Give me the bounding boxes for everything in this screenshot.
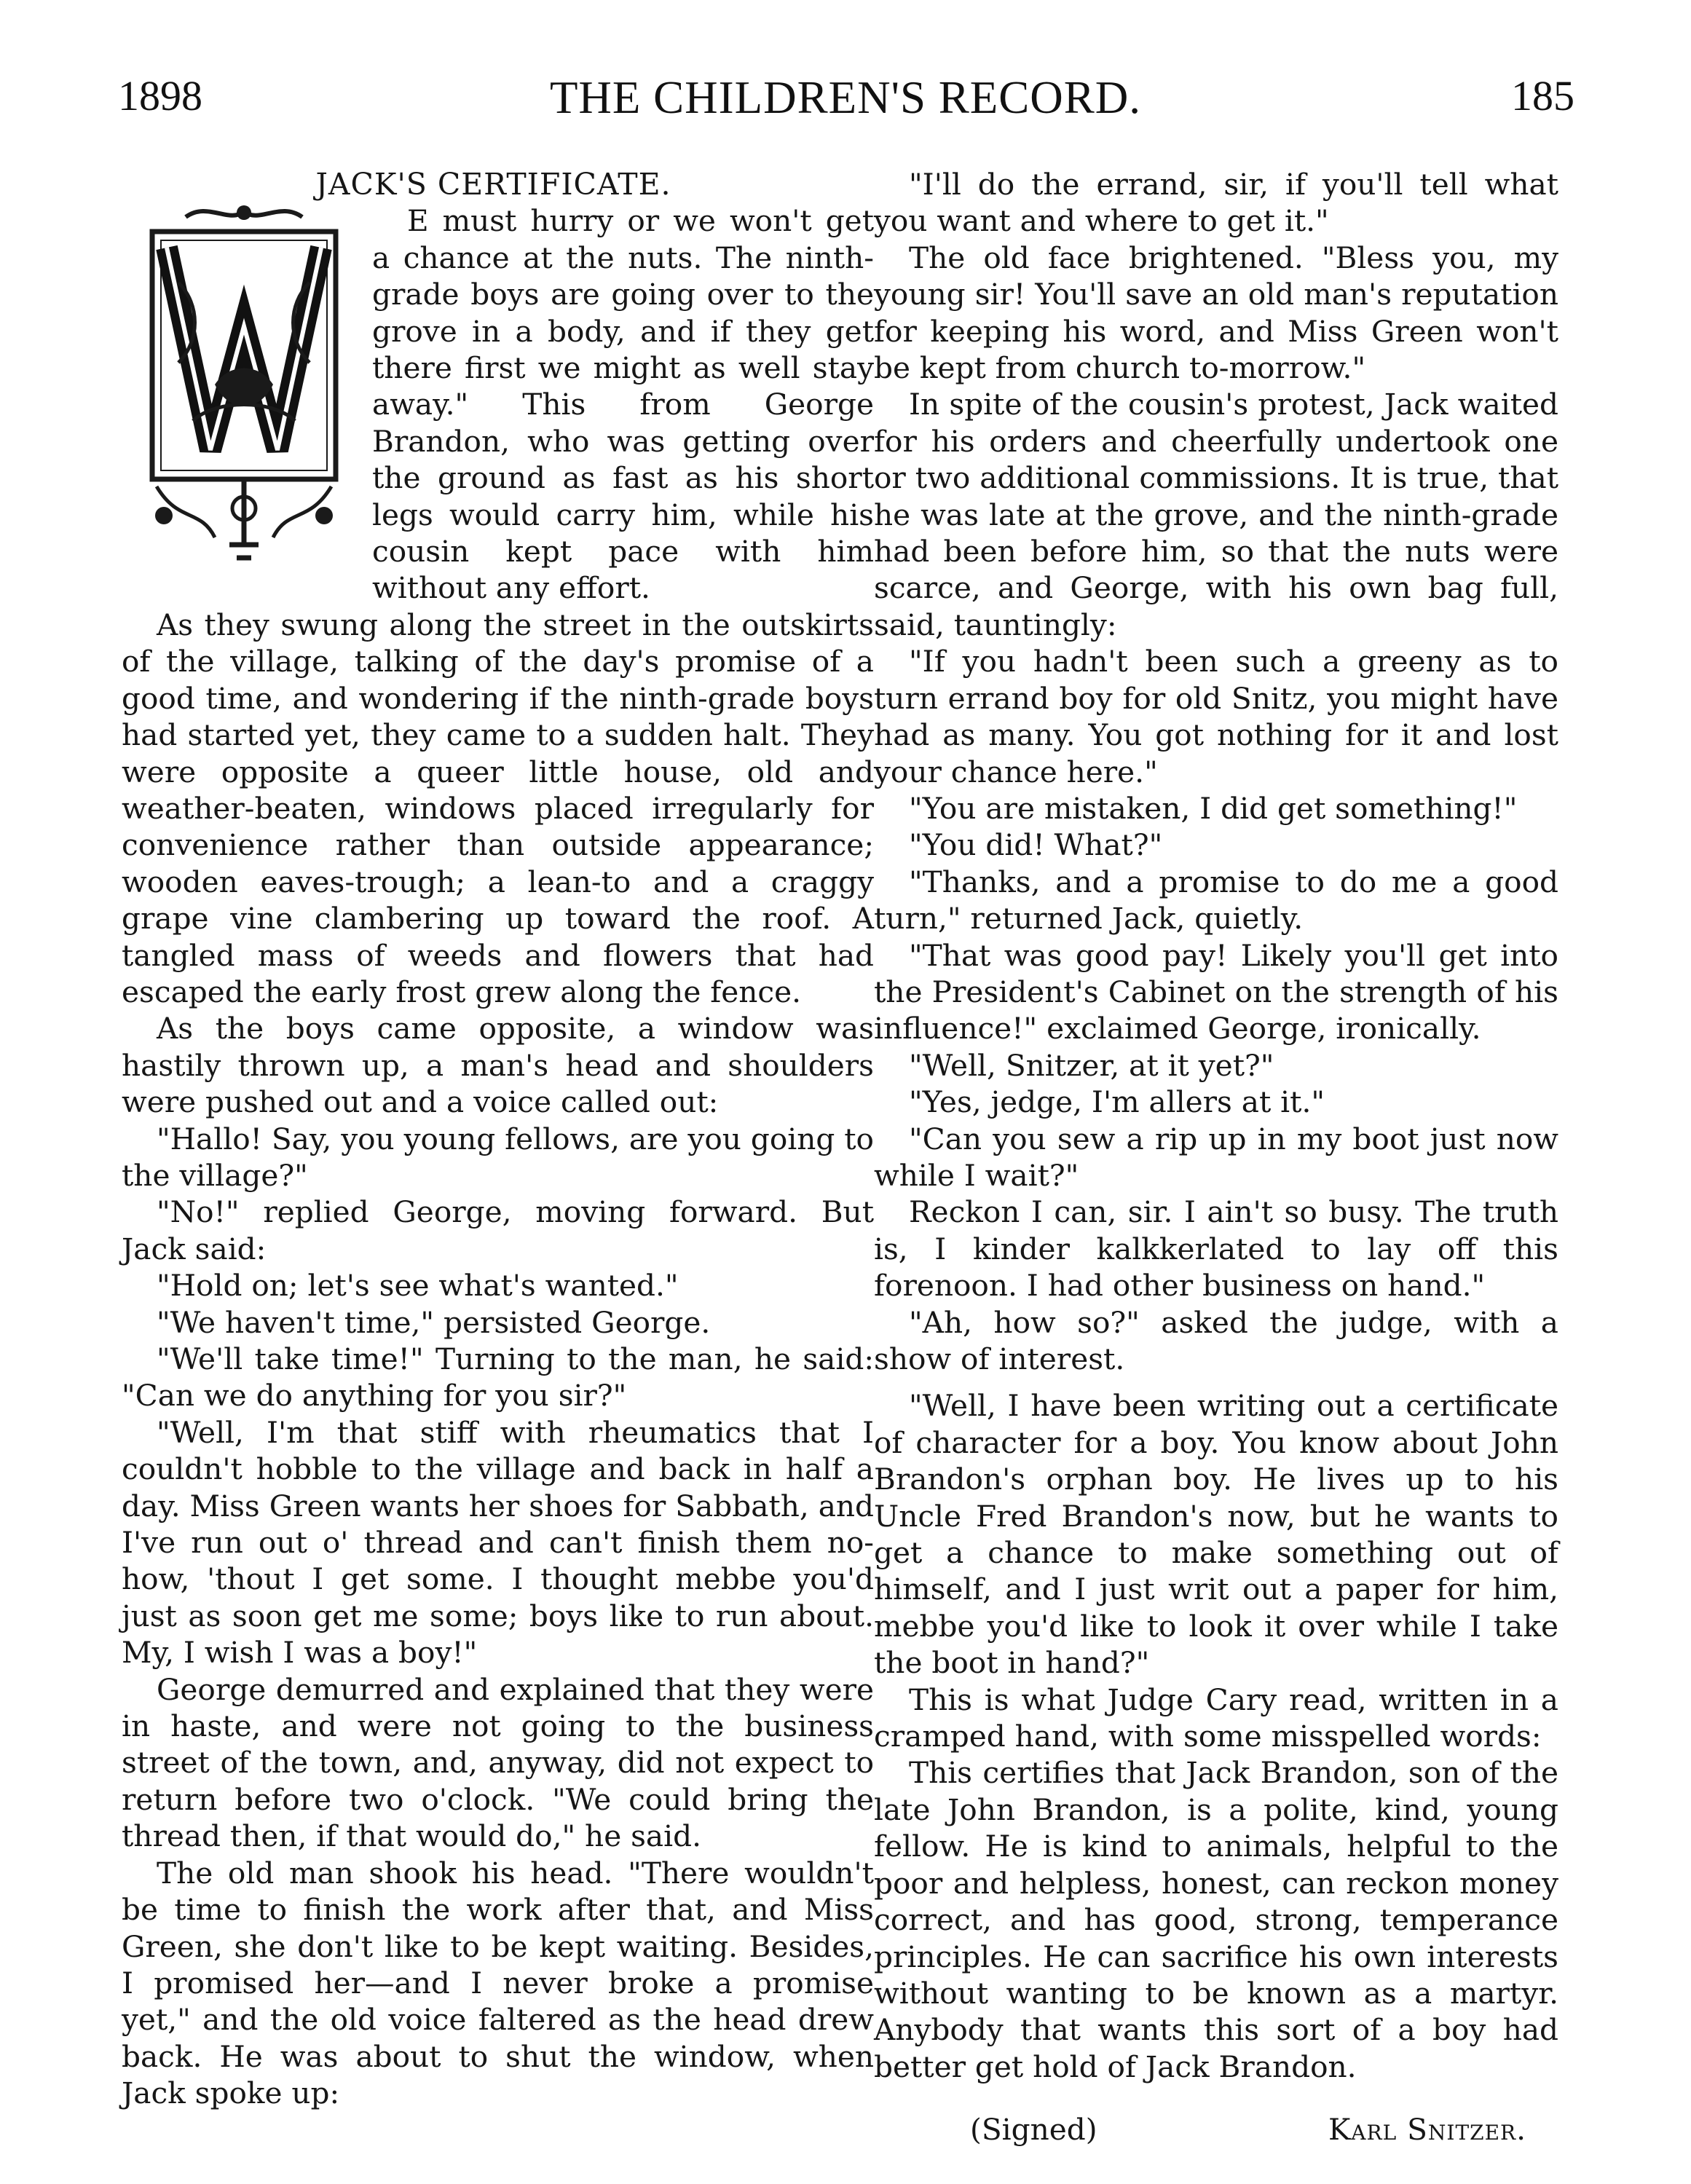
signed-label: (Signed) (970, 2112, 1097, 2148)
paragraph: "You did! What?" (909, 827, 1163, 863)
paragraph: E must hurry or we won't get a chance at the nuts. The ninth-grade boys are going over to the grove in a body, and if they get there first we might as well stay away." This from George Brandon, who was getting over the ground as fast as his short legs would carry him, while his cousin kept pace with him without any effort. (372, 203, 874, 606)
header-page-number: 185 (1511, 72, 1574, 119)
paragraph: "Hallo! Say, you young fellows, are you going to the village?" (122, 1121, 874, 1193)
paragraph: "Ah, how so?" asked the judge, with a show of interest. (874, 1304, 1558, 1376)
left-column (122, 166, 874, 2112)
header-title: THE CHILDREN'S RECORD. (549, 72, 1142, 123)
header-year: 1898 (118, 72, 202, 119)
paragraph: The old face brightened. "Bless you, my young sir! You'll save an old man's reputation for keeping his word, and Miss Green won't be kept from church to-morrow." (874, 240, 1558, 386)
paragraph: Reckon I can, sir. I ain't so busy. The truth is, I kinder kalkkerlated to lay off this forenoon. I had other business on hand." (874, 1194, 1558, 1304)
article-title: JACK'S CERTIFICATE. (315, 167, 671, 202)
paragraph: "I'll do the errand, sir, if you'll tell what you want and where to get it." (874, 167, 1558, 239)
signature-line (874, 2111, 1558, 2155)
paragraph: "Thanks, and a promise to do me a good turn," returned Jack, quietly. (874, 864, 1558, 937)
paragraph: As the boys came opposite, a window was hastily thrown up, a man's head and shoulders were pushed out and a voice called out: (122, 1011, 874, 1120)
paragraph: The old man shook his head. "There wouldn't be time to finish the work after that, and Miss Green, she don't like to be kept waiting. Besides, I promised her—and I never broke a promise yet," and the old voice faltered as the head drew back. He was about to shut the window, when Jack spoke up: (122, 1855, 874, 2111)
paragraph: "Can you sew a rip up in my boot just now while I wait?" (874, 1121, 1558, 1193)
paragraph: George demurred and explained that they were in haste, and were not going to the business street of the town, and, anyway, did not expect to return before two o'clock. "We could bring the thread then, if that would do," he said. (122, 1671, 874, 1854)
paragraph: This is what Judge Cary read, written in a cramped hand, with some misspelled words: (874, 1682, 1558, 1754)
signer-name: Karl Snitzer. (1328, 2112, 1526, 2148)
paragraph: "Well, Snitzer, at it yet?" (909, 1047, 1274, 1083)
paragraph: "We haven't time," persisted George. (157, 1304, 711, 1340)
paragraph: "No!" replied George, moving forward. But Jack said: (122, 1194, 874, 1266)
paragraph: "You are mistaken, I did get something!" (909, 790, 1518, 826)
paragraph: "Well, I'm that stiff with rheumatics that I couldn't hobble to the village and back in half a day. Miss Green wants her shoes for Sabbath, and I've run out o' thread and can't finish them no-how, 'thout I get some. I thought mebbe you'd just as soon get me some; boys like to run about. My, I wish I was a boy!" (122, 1414, 874, 1671)
right-column (874, 166, 1558, 2155)
paragraph: As they swung along the street in the outskirts of the village, talking of the day's promise of a good time, and wondering if the ninth-grade boys had started yet, they came to a sudden halt. They were opposite a queer little house, old and weather-beaten, windows placed irregularly for convenience rather than outside appearance; wooden eaves-trough; a lean-to and a craggy grape vine clambering up toward the roof. A tangled mass of weeds and flowers that had escaped the early frost grew along the fence. (122, 607, 874, 1009)
paragraph: "Well, I have been writing out a certificate of character for a boy. You know about John Brandon's orphan boy. He lives up to his Uncle Fred Brandon's now, but he wants to get a chance to make something out of himself, and I just writ out a paper for him, mebbe you'd like to look it over while I take the boot in hand?" (874, 1388, 1558, 1681)
paragraph: "Yes, jedge, I'm allers at it." (909, 1084, 1325, 1120)
paragraph: "That was good pay! Likely you'll get into the President's Cabinet on the strength of his influence!" exclaimed George, ironically. (874, 937, 1558, 1046)
ornamental-drop-cap-w (135, 202, 353, 567)
paragraph: "We'll take time!" Turning to the man, he said: "Can we do anything for you sir?" (122, 1341, 874, 1414)
paragraph: "If you hadn't been such a greeny as to turn errand boy for old Snitz, you might have had as many. You got nothing for it and lost your chance here." (874, 644, 1558, 789)
paragraph: "Hold on; let's see what's wanted." (157, 1268, 679, 1304)
certificate-text: This certifies that Jack Brandon, son of the late John Brandon, is a polite, kind, young fellow. He is kind to animals, helpful to the poor and helpless, honest, can reckon money correct, and has good, strong, temperance principles. He can sacrifice his own interests without wanting to be known as a martyr. Anybody that wants this sort of a boy had better get hold of Jack Brandon. (874, 1755, 1558, 2084)
paragraph: In spite of the cousin's protest, Jack waited for his orders and cheerfully undertook one or two additional commissions. It is true, that he was late at the grove, and the ninth-grade had been before him, so that the nuts were scarce, and George, with his own bag full, said, tauntingly: (874, 387, 1558, 642)
